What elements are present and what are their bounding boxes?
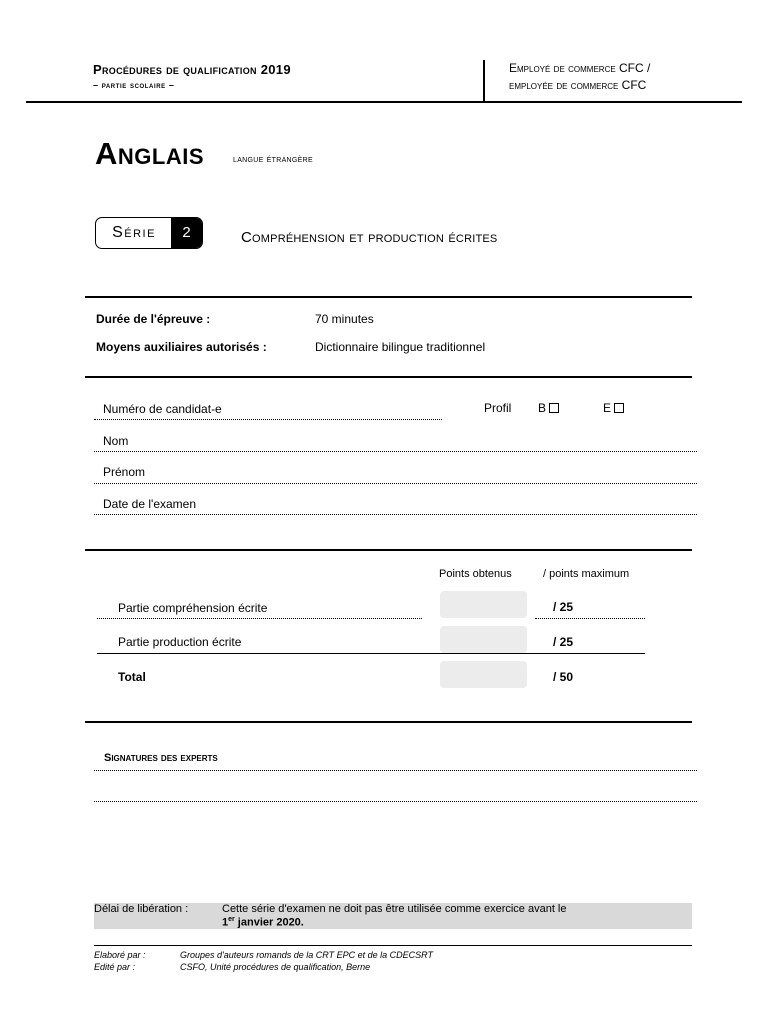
page-title: Anglais [95,136,204,171]
firstname-label: Prénom [103,465,146,479]
header-subtitle: – partie scolaire – [93,80,175,90]
score-input-production[interactable] [440,626,527,653]
total-label: Total [118,670,146,684]
exam-date-label: Date de l'examen [103,497,197,511]
duration-value: 70 minutes [315,312,374,326]
exam-date-field[interactable] [94,514,697,515]
aids-label: Moyens auxiliaires autorisés : [96,340,267,354]
candidate-number-label: Numéro de candidat-e [103,402,222,416]
header-divider [483,60,485,102]
score-input-comprehension[interactable] [440,591,527,618]
points-obtained-header: Points obtenus [439,568,512,580]
made-by-label: Elaboré par : [94,950,146,960]
score-row-label: Partie compréhension écrite [118,601,268,615]
signature-line[interactable] [94,801,697,802]
row-underline [535,618,645,619]
checkbox-b[interactable] [549,403,559,413]
serie-badge [95,217,203,249]
serie-label: Série [112,224,156,241]
signature-line[interactable] [94,770,697,771]
profile-label: Profil [484,401,512,415]
score-row-max: / 25 [553,600,574,614]
profile-e-label: E [603,401,612,415]
release-label: Délai de libération : [94,903,189,915]
release-date-rest: janvier 2020. [234,916,304,929]
profile-option-e[interactable] [603,401,624,415]
section-rule [85,296,692,298]
firstname-field[interactable] [94,483,697,484]
footer-rule [94,945,692,946]
score-row-label: Partie production écrite [118,635,242,649]
section-rule [85,721,692,723]
aids-value: Dictionnaire bilingue traditionnel [315,340,486,354]
candidate-number-field[interactable] [94,419,442,420]
edited-by-label: Edité par : [94,962,136,972]
release-text: Cette série d'examen ne doit pas être utilisée comme exercice avant le [222,903,567,915]
profile-b-label: B [538,401,547,415]
section-rule [85,376,692,378]
page-subtitle: langue étrangère [233,154,313,165]
name-field[interactable] [94,451,697,452]
score-input-total[interactable] [440,661,527,688]
total-rule [97,653,645,654]
checkbox-e[interactable] [614,403,624,413]
release-date-day: 1 [222,916,229,929]
edited-by-value: CSFO, Unité procédures de qualification, Berne [180,962,371,972]
name-label: Nom [103,434,129,448]
header-profession-line2: employée de commerce CFC [509,78,647,92]
header-rule [26,101,742,103]
points-max-header: / points maximum [543,568,630,580]
release-date [222,916,304,929]
profile-option-b[interactable] [538,401,559,415]
row-underline [97,618,422,619]
exam-subject: Compréhension et production écrites [241,229,498,246]
header-title: Procédures de qualification 2019 [93,62,291,77]
signatures-label: Signatures des experts [104,752,218,764]
duration-label: Durée de l'épreuve : [96,312,211,326]
header-profession-line1: Employé de commerce CFC / [509,61,651,75]
total-max: / 50 [553,670,574,684]
section-rule [85,549,692,551]
serie-number: 2 [171,218,202,248]
made-by-value: Groupes d'auteurs romands de la CRT EPC et de la CDECSRT [180,950,433,960]
score-row-max: / 25 [553,635,574,649]
release-date-sup: er [228,916,235,923]
